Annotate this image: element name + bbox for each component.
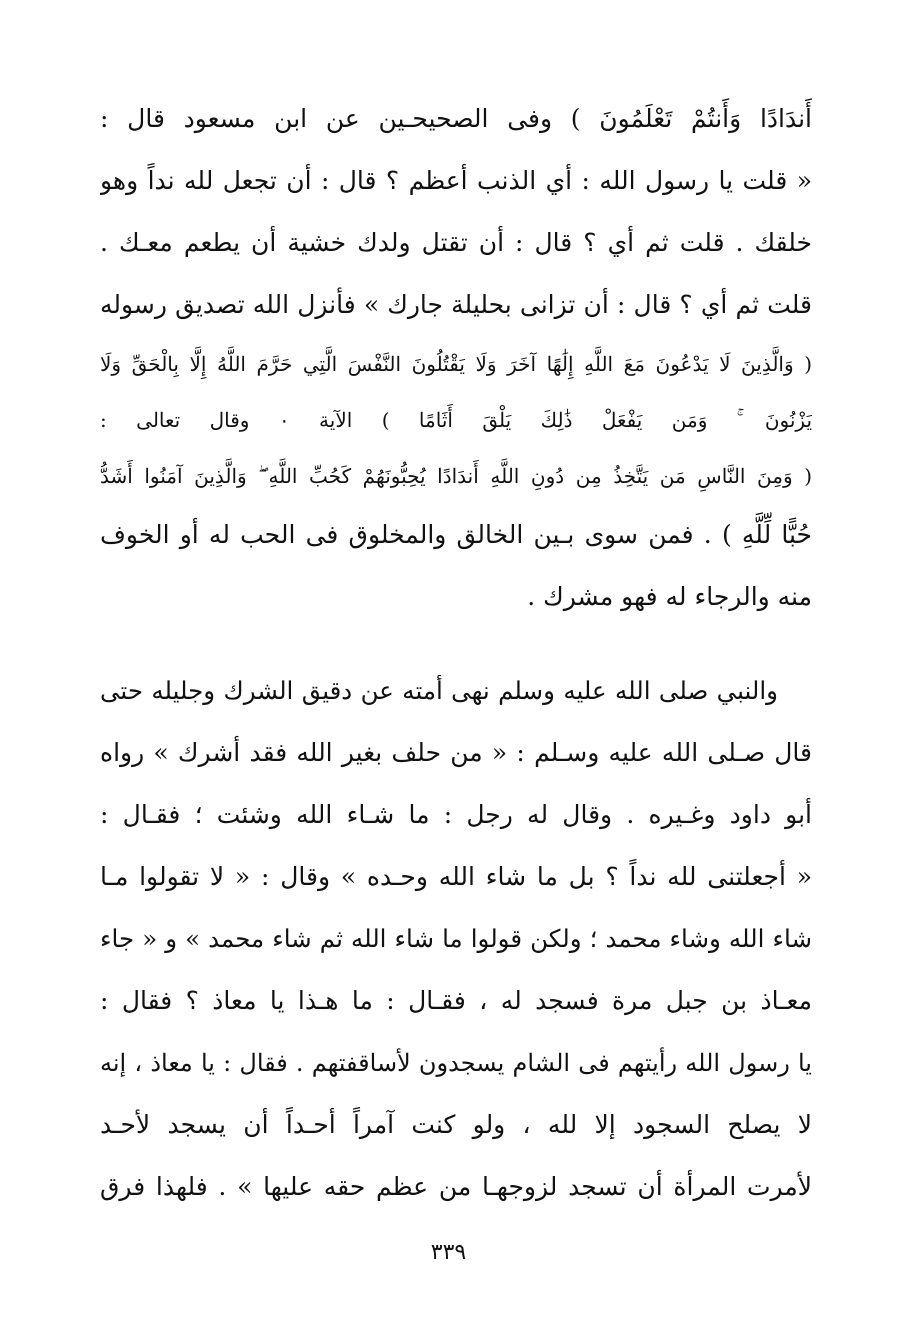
- quran-verse-line: يَزْنُونَ ۚ وَمَن يَفْعَلْ ذَٰلِكَ يَلْقَ أَثَامًا ) الآية ٠ وقال تعالى :: [100, 408, 812, 432]
- text-line: أبو داود وغـيره . وقال له رجل : ما شـاء الله وشئت ؛ فقـال :: [100, 800, 812, 829]
- text-line: والنبي صلى الله عليه وسلم نهى أمته عن دقيق الشرك وجليله حتى: [100, 676, 778, 705]
- text-line: منه والرجاء له فهو مشرك .: [527, 582, 812, 611]
- text-line: قلت ثم أي ؟ قال : أن تزانى بحليلة جارك » فأنزل الله تصديق رسوله: [100, 290, 812, 319]
- text-line: أَندَادًا وَأَنتُمْ تَعْلَمُونَ ) وفى الصحيحـين عن ابن مسعود قال :: [100, 104, 812, 133]
- paragraph-1: [100, 88, 812, 628]
- text-line: شاء الله وشاء محمد ؛ ولكن قولوا ما شاء الله ثم شاء محمد » و « جاء: [100, 924, 812, 953]
- text-line: « قلت يا رسول الله : أي الذنب أعظم ؟ قال : أن تجعل لله نداً وهو: [100, 166, 812, 195]
- text-line: خلقك . قلت ثم أي ؟ قال : أن تقتل ولدك خشية أن يطعم معـك .: [100, 228, 812, 257]
- text-line: لأمرت المرأة أن تسجد لزوجهـا من عظم حقه عليها » . فلهذا فرق: [100, 1172, 812, 1201]
- text-line: « أجعلتنى لله نداً ؟ بل ما شاء الله وحـده » وقال : « لا تقولوا مـا: [100, 862, 812, 891]
- page-number: ٣٣٩: [430, 1240, 467, 1265]
- quran-verse-line: ( وَالَّذِينَ لَا يَدْعُونَ مَعَ اللَّهِ إِلَٰهًا آخَرَ وَلَا يَقْتُلُونَ النَّفْسَ الَّتِي حَرَّمَ اللَّهُ إِلَّا بِالْحَقِّ وَلَا: [100, 352, 812, 376]
- text-line: معـاذ بن جبل مرة فسجد له ، فقـال : ما هـذا يا معاذ ؟ فقال :: [100, 986, 812, 1015]
- quran-verse-line: ( وَمِنَ النَّاسِ مَن يَتَّخِذُ مِن دُونِ اللَّهِ أَندَادًا يُحِبُّونَهُمْ كَحُبِّ اللَّهِ ۖ وَالَّذِينَ آمَنُوا أَشَدُّ: [100, 464, 812, 488]
- text-line: قال صـلى الله عليه وسـلم : « من حلف بغير الله فقد أشرك » رواه: [100, 738, 812, 767]
- text-line: يا رسول الله رأيتهم فى الشام يسجدون لأساقفتهم . فقال : يا معاذ ، إنه: [100, 1049, 812, 1077]
- text-line: لا يصلح السجود إلا لله ، ولو كنت آمراً أحـداً أن يسجد لأحـد: [100, 1110, 812, 1139]
- text-line: حُبًّا لِّلَّهِ ) . فمن سوى بـين الخالق والمخلوق فى الحب له أو الخوف: [100, 520, 812, 549]
- paragraph-2: [100, 660, 812, 1218]
